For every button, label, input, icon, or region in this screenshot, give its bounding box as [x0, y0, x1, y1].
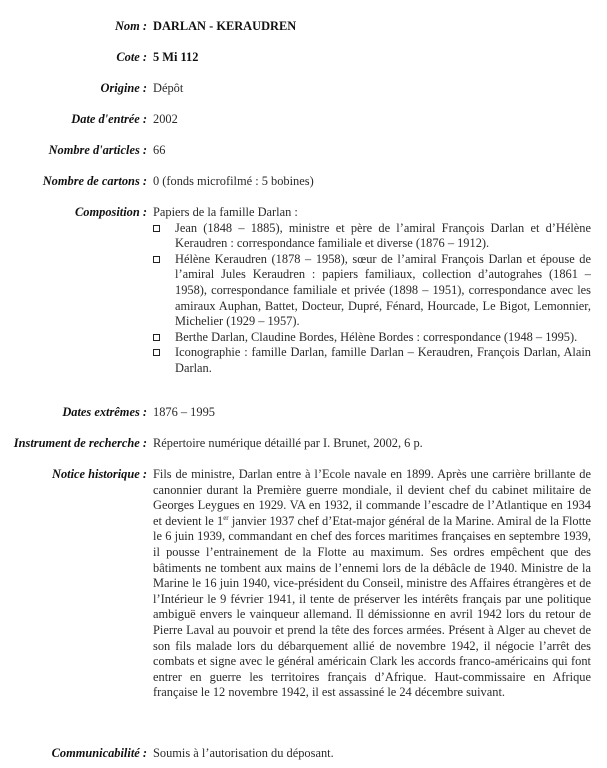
checkbox-bullet-icon: [153, 256, 160, 263]
field-date-entree: [0, 112, 607, 128]
field-nombre-cartons: [0, 174, 607, 190]
value-composition: [153, 205, 591, 377]
field-nombre-articles: [0, 143, 607, 159]
notice-text-part2: janvier 1937 chef d’Etat-major général de la Marine. Amiral de la Flotte le 6 juin 1939, commandant en chef des forces maritimes françaises en septembre 1939, il pousse l’entrainement de la Flotte au maximum. Ses ordres empêchent que des bâtiments ne tombent aux mains de l’ennemi lors de la débâcle de 1940. Ministre de la Marine le 16 juin 1940, vice-président du Conseil, ministre des Affaires étrangères et de l’Intérieur le 9 février 1941, il tente de préserver les intérêts français par une politique ambiguë envers le vainqueur allemand. Il démissionne en avril 1942 lors du retour de Pierre Laval au pouvoir et prend la tête des forces armées. Présent à Alger au chevet de son fils malade lors du débarquement allié de novembre 1942, il négocie l’arrêt des combats et signe avec le général américain Clark les accords franco-américains qui font entrer en guerre les territoires français d’Afrique. Haut-commissaire en Afrique française le 12 novembre 1942, il est assassiné le 24 décembre suivant.: [153, 513, 591, 700]
label-composition: Composition :: [75, 205, 147, 219]
value-nom: DARLAN - KERAUDREN: [153, 19, 297, 33]
label-date-entree: Date d'entrée :: [71, 112, 147, 126]
label-instrument: Instrument de recherche :: [13, 436, 147, 450]
field-nom: [0, 19, 607, 35]
field-origine: [0, 81, 607, 97]
label-nombre-articles: Nombre d'articles :: [48, 143, 147, 157]
label-nom: Nom :: [114, 19, 147, 33]
field-composition: [0, 205, 607, 377]
value-instrument: Répertoire numérique détaillé par I. Brunet, 2002, 6 p.: [153, 436, 423, 450]
field-instrument: [0, 436, 607, 452]
checkbox-bullet-icon: [153, 225, 160, 232]
label-nombre-cartons: Nombre de cartons :: [42, 174, 147, 188]
checkbox-bullet-icon: [153, 349, 160, 356]
composition-item-text: Iconographie : famille Darlan, famille Darlan – Keraudren, François Darlan, Alain Darlan.: [175, 345, 591, 375]
value-notice: [153, 467, 591, 701]
composition-item-text: Jean (1848 – 1885), ministre et père de l’amiral François Darlan et d’Hélène Keraudren : correspondance familiale et diverse (1876 – 1912).: [175, 220, 591, 251]
value-nombre-articles: 66: [153, 143, 166, 157]
checkbox-bullet-icon: [153, 334, 160, 341]
composition-item-text: Berthe Darlan, Claudine Bordes, Hélène Bordes : correspondance (1948 – 1995).: [175, 329, 578, 344]
field-communicabilite: [0, 746, 607, 762]
field-notice: [0, 467, 607, 701]
value-dates-extremes: 1876 – 1995: [153, 405, 215, 419]
composition-item: [153, 345, 591, 376]
value-nombre-cartons: 0 (fonds microfilmé : 5 bobines): [153, 174, 314, 188]
field-dates-extremes: [0, 405, 607, 421]
label-cote: Cote :: [116, 50, 147, 64]
label-notice: Notice historique :: [52, 467, 147, 481]
composition-intro: Papiers de la famille Darlan :: [153, 205, 298, 219]
composition-item: [153, 221, 591, 252]
composition-item-text: Hélène Keraudren (1878 – 1958), sœur de l’amiral François Darlan et épouse de l’amiral Jules Keraudren : papiers familiaux, collection d’autograhes (1861 – 1958), correspondance familiale et privée (1898 – 1951), correspondance avec les amiraux Auphan, Battet, Docteur, Dupré, Fénard, Hourcade, Le Bigot, Lemonnier, Michelier (1929 – 1957).: [175, 251, 591, 329]
field-cote: [0, 50, 607, 66]
value-cote: 5 Mi 112: [153, 50, 199, 64]
composition-item: [153, 252, 591, 330]
composition-list: [153, 221, 591, 377]
label-communicabilite: Communicabilité :: [51, 746, 147, 760]
notice-superscript: er: [223, 513, 229, 522]
value-origine: Dépôt: [153, 81, 184, 95]
value-date-entree: 2002: [153, 112, 178, 126]
composition-item: [153, 330, 591, 346]
value-communicabilite: Soumis à l’autorisation du déposant.: [153, 746, 334, 760]
label-dates-extremes: Dates extrêmes :: [62, 405, 147, 419]
label-origine: Origine :: [100, 81, 147, 95]
notice-text-part1: Fils de ministre, Darlan entre à l’Ecole navale en 1899. Après une carrière brillante de canonnier durant la Première guerre mondiale, il devient chef du cabinet militaire de Georges Leygues en 1929. VA en 1932, il commande l’escadre de l’Atlantique en 1934 et devient le 1: [153, 467, 591, 528]
